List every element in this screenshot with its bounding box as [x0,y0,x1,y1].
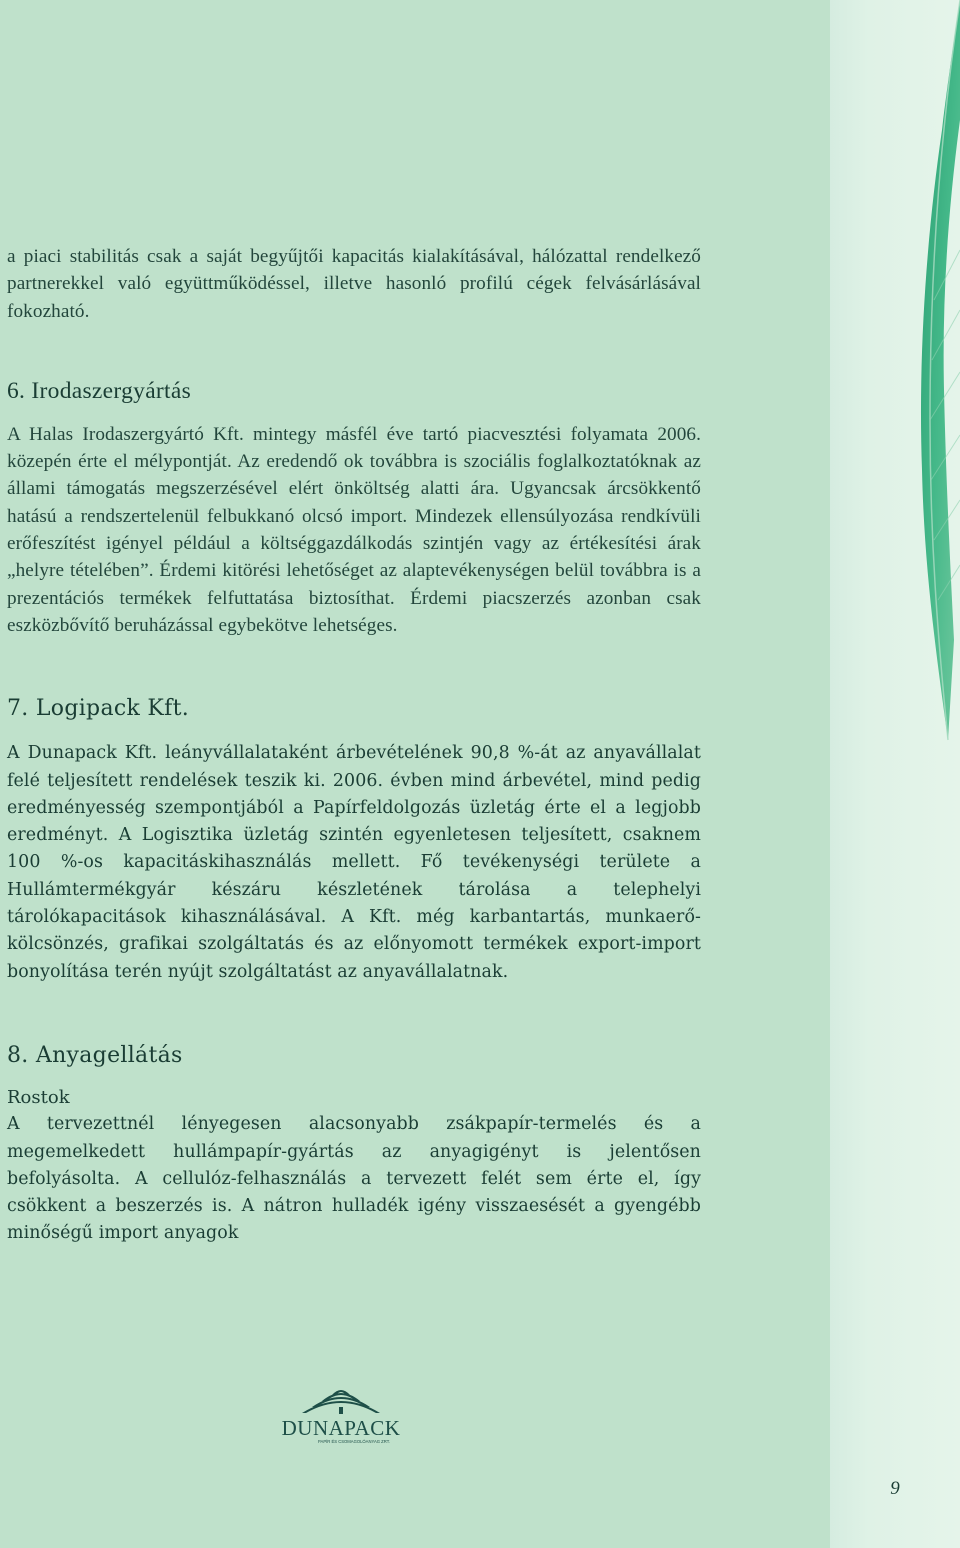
document-body [7,243,701,1248]
leaf-illustration [830,0,960,760]
section-6-body: A Halas Irodaszergyártó Kft. mintegy másfél éve tartó piacvesztési folyamata 2006. közepén érte el mélypontját. Az eredendő ok továbbra is szociális foglalkoztatóknak az állami támogatás megszerzésével elért önköltség alatti ára. Ugyancsak árcsökkentő hatású a rendszertelenül felbukkanó olcsó import. Mindezek ellensúlyozása rendkívüli erőfeszítést igényel például a költséggazdálkodás szintjén vagy az értékesítési árak „helyre tételében”. Érdemi kitörési lehetőséget az alaptevékenységen belül továbbra is a prezentációs termékek felfuttatása biztosíthat. Érdemi piacszerzés azonban csak eszközbővítő beruházással egybekötve lehetséges. [7,423,701,636]
section-7-body: A Dunapack Kft. leányvállalataként árbevételének 90,8 %-át az anyavállalat felé teljesített rendelések teszik ki. 2006. évben mind árbevétel, mind pedig eredményesség szempontjából a Papírfeldolgozás üzletág érte el a legjobb eredményt. A Logisztika üzletág szintén egyenletesen teljesített, csaknem 100 %-os kapacitáskihasználás mellett. Fő tevékenységi területe a Hullámtermékgyár készáru készletének tárolása a telephelyi tárolókapacitások kihasználásával. A Kft. még karbantartás, munkaerő-kölcsönzés, grafikai szolgáltatás és az előnyomott termékek export-import bonyolítása terén nyújt szolgáltatást az anyavállalatnak. [7,743,701,982]
section-8-heading: 8. Anyagellátás [7,1042,183,1068]
logo-tagline: PAPÍR ÉS CSOMAGOLÓANYAG ZRT. [318,1439,390,1444]
section-7-heading: 7. Logipack Kft. [7,696,190,722]
logo-wordmark: DUNAPACK [281,1416,401,1440]
page-number: 9 [890,1478,900,1499]
intro-paragraph: a piaci stabilitás csak a saját begyűjtői kapacitás kialakításával, hálózattal rendelkező partnerekkel való együttműködéssel, illetve hasonló profilú cégek felvásárlásával fokozható. [7,246,701,322]
dunapack-logo [268,1383,414,1445]
section-8-body: A tervezettnél lényegesen alacsonyabb zsákpapír-termelés és a megemelkedett hullámpapír-gyártás az anyagigényt is jelentősen befolyásolta. A cellulóz-felhasználás a tervezett felét sem érte el, így csökkent a beszerzés is. A nátron hulladék igény visszaesését a gyengébb minőségű import anyagok [7,1114,701,1244]
logo-emblem-icon [302,1390,380,1414]
section-6-heading: 6. Irodaszergyártás [7,377,192,404]
section-8-subheading: Rostok [7,1086,70,1108]
